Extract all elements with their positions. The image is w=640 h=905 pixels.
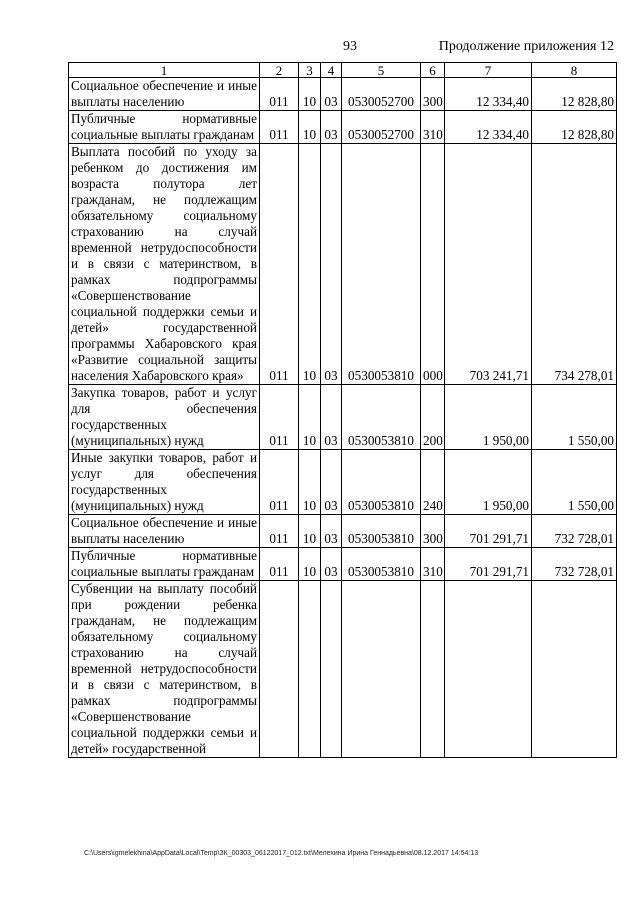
subsection-code: 03 <box>321 548 342 581</box>
section-code: 10 <box>299 450 321 515</box>
ministry-code: 011 <box>260 385 299 450</box>
file-path-footer: C:\Users\igmelekhina\AppData\Local\Temp\ЗК_00303_06122017_012.txt\Мелехина Ирина Геннадьевна\08.12.2017 14:54:13 <box>84 850 479 857</box>
subsection-code: 03 <box>321 144 342 385</box>
amount-col8: 12 828,80 <box>532 111 617 144</box>
amount-col8: 732 728,01 <box>532 548 617 581</box>
table-row <box>69 450 617 515</box>
row-name: Закупка товаров, работ и услуг для обеспечения государственных (муниципальных) нужд <box>69 385 260 450</box>
section-code <box>299 581 321 758</box>
column-header: 7 <box>445 63 532 78</box>
subsection-code: 03 <box>321 515 342 548</box>
table-row <box>69 548 617 581</box>
expense-type-code: 200 <box>421 385 445 450</box>
amount-col8 <box>532 581 617 758</box>
expense-type-code: 300 <box>421 515 445 548</box>
table-row <box>69 111 617 144</box>
ministry-code <box>260 581 299 758</box>
table-row <box>69 515 617 548</box>
amount-col7: 701 291,71 <box>445 548 532 581</box>
subsection-code <box>321 581 342 758</box>
row-name: Публичные нормативные социальные выплаты гражданам <box>69 111 260 144</box>
expense-type-code: 310 <box>421 111 445 144</box>
expense-type-code: 240 <box>421 450 445 515</box>
row-name: Социальное обеспечение и иные выплаты населению <box>69 515 260 548</box>
target-article-code: 0530052700 <box>342 111 421 144</box>
subsection-code: 03 <box>321 385 342 450</box>
row-name: Субвенции на выплату пособий при рождении ребенка гражданам, не подлежащим обязательному социальному страхованию на случай временной нетрудоспособности и в связи с материнством, в рамках подпрограммы «Совершенствование социальной поддержки семьи и детей» государственной <box>69 581 260 758</box>
table-row <box>69 581 617 758</box>
column-header: 6 <box>421 63 445 78</box>
row-name: Выплата пособий по уходу за ребенком до достижения им возраста полутора лет гражданам, не подлежащим обязательному социальному страхованию на случай временной нетрудоспособности и в связи с материнством, в рамках подпрограммы «Совершенствование социальной поддержки семьи и детей» государственной программы Хабаровского края «Развитие социальной защиты населения Хабаровского края» <box>69 144 260 385</box>
amount-col7: 703 241,71 <box>445 144 532 385</box>
ministry-code: 011 <box>260 548 299 581</box>
section-code: 10 <box>299 78 321 111</box>
section-code: 10 <box>299 548 321 581</box>
column-header: 5 <box>342 63 421 78</box>
row-name: Социальное обеспечение и иные выплаты населению <box>69 78 260 111</box>
section-code: 10 <box>299 515 321 548</box>
subsection-code: 03 <box>321 111 342 144</box>
column-header: 8 <box>532 63 617 78</box>
amount-col8: 1 550,00 <box>532 450 617 515</box>
section-code: 10 <box>299 111 321 144</box>
amount-col8: 1 550,00 <box>532 385 617 450</box>
amount-col8: 732 728,01 <box>532 515 617 548</box>
target-article-code: 0530053810 <box>342 450 421 515</box>
expense-type-code: 000 <box>421 144 445 385</box>
column-header: 3 <box>299 63 321 78</box>
table-row <box>69 385 617 450</box>
target-article-code: 0530053810 <box>342 548 421 581</box>
subsection-code: 03 <box>321 78 342 111</box>
amount-col8: 12 828,80 <box>532 78 617 111</box>
header-row <box>69 63 617 78</box>
column-header: 4 <box>321 63 342 78</box>
subsection-code: 03 <box>321 450 342 515</box>
target-article-code: 0530052700 <box>342 78 421 111</box>
section-code: 10 <box>299 144 321 385</box>
section-code: 10 <box>299 385 321 450</box>
budget-table <box>68 62 617 758</box>
table-row <box>69 78 617 111</box>
amount-col7: 1 950,00 <box>445 450 532 515</box>
column-header: 1 <box>69 63 260 78</box>
target-article-code: 0530053810 <box>342 385 421 450</box>
column-header: 2 <box>260 63 299 78</box>
ministry-code: 011 <box>260 144 299 385</box>
target-article-code: 0530053810 <box>342 515 421 548</box>
ministry-code: 011 <box>260 450 299 515</box>
ministry-code: 011 <box>260 515 299 548</box>
amount-col7 <box>445 581 532 758</box>
expense-type-code: 300 <box>421 78 445 111</box>
expense-type-code: 310 <box>421 548 445 581</box>
amount-col7: 1 950,00 <box>445 385 532 450</box>
row-name: Публичные нормативные социальные выплаты гражданам <box>69 548 260 581</box>
row-name: Иные закупки товаров, работ и услуг для обеспечения государственных (муниципальных) нужд <box>69 450 260 515</box>
ministry-code: 011 <box>260 78 299 111</box>
target-article-code <box>342 581 421 758</box>
page-number: 93 <box>343 39 357 54</box>
continuation-label: Продолжение приложения 12 <box>438 39 614 54</box>
expense-type-code <box>421 581 445 758</box>
ministry-code: 011 <box>260 111 299 144</box>
amount-col7: 12 334,40 <box>445 111 532 144</box>
amount-col7: 701 291,71 <box>445 515 532 548</box>
amount-col8: 734 278,01 <box>532 144 617 385</box>
table-row <box>69 144 617 385</box>
amount-col7: 12 334,40 <box>445 78 532 111</box>
target-article-code: 0530053810 <box>342 144 421 385</box>
